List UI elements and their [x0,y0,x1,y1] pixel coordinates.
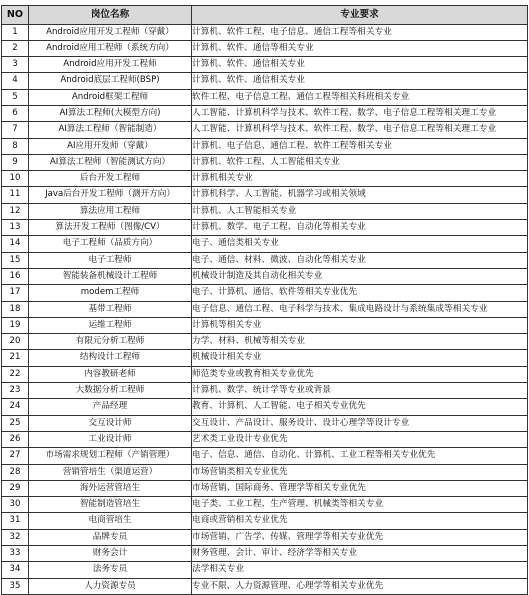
row-requirement: 法学相关专业 [192,562,528,578]
table-row [2,301,528,317]
row-position-name: 产品经理 [29,399,192,415]
row-number: 15 [2,252,29,268]
row-number: 31 [2,513,29,529]
row-position-name: Android应用开发工程师 [29,57,192,73]
row-position-name: AI算法工程师（智能测试方向） [29,154,192,170]
row-position-name: AI应用开发师（穿戴） [29,138,192,154]
header-requirement: 专业要求 [192,6,528,25]
table-row [2,464,528,480]
row-number: 1 [2,24,29,40]
row-number: 2 [2,40,29,56]
row-position-name: 运维工程师 [29,317,192,333]
row-number: 26 [2,431,29,447]
table-row [2,154,528,170]
row-number: 30 [2,497,29,513]
table-row [2,399,528,415]
table-row [2,252,528,268]
table-row [2,415,528,431]
row-requirement: 机械设计制造及其自动化相关专业 [192,268,528,284]
row-position-name: modem工程师 [29,285,192,301]
row-requirement: 电子信息、通信工程、电子科学与技术、集成电路设计与系统集成等相关专业 [192,301,528,317]
table-row [2,105,528,121]
row-number: 27 [2,448,29,464]
row-number: 19 [2,317,29,333]
row-position-name: 电子工程师 [29,252,192,268]
table-row [2,203,528,219]
table-row [2,236,528,252]
table-row [2,138,528,154]
row-requirement: 市场营销、广告学、传媒、管理学等相关专业优先 [192,529,528,545]
row-number: 34 [2,562,29,578]
row-requirement: 计算机、电子信息、通信工程、软件工程等相关专业 [192,138,528,154]
row-position-name: Android应用开发工程师（穿戴） [29,24,192,40]
job-requirements-table [1,5,528,595]
table-row [2,317,528,333]
row-requirement: 电子、通信、材料、微波、自动化等相关专业 [192,252,528,268]
row-requirement: 人工智能、计算机科学与技术、软件工程、数学、电子信息工程等相关理工专业 [192,122,528,138]
row-position-name: 工业设计师 [29,431,192,447]
row-number: 28 [2,464,29,480]
row-number: 3 [2,57,29,73]
row-requirement: 计算机科学、人工智能、机器学习或相关领域 [192,187,528,203]
table-row [2,40,528,56]
row-requirement: 电商或营销相关专业优先 [192,513,528,529]
table-row [2,73,528,89]
row-number: 9 [2,154,29,170]
row-position-name: Java后台开发工程师（测开方向） [29,187,192,203]
row-requirement: 计算机、人工智能相关专业 [192,203,528,219]
row-number: 33 [2,546,29,562]
row-position-name: 算法应用工程师 [29,203,192,219]
table-row [2,122,528,138]
row-number: 16 [2,268,29,284]
row-position-name: 智能制造管培生 [29,497,192,513]
row-number: 25 [2,415,29,431]
row-number: 4 [2,73,29,89]
table-row [2,220,528,236]
row-position-name: 财务会计 [29,546,192,562]
row-position-name: 市场需求规划工程师（产销管理） [29,448,192,464]
row-number: 8 [2,138,29,154]
row-requirement: 教育、计算机、人工智能、电子相关专业优先 [192,399,528,415]
table-row [2,448,528,464]
row-requirement: 计算机、软件、通信相关专业 [192,73,528,89]
table-row [2,268,528,284]
table-row [2,529,528,545]
row-number: 14 [2,236,29,252]
table-row [2,285,528,301]
table-row [2,171,528,187]
row-position-name: 有限元分析工程师 [29,334,192,350]
row-position-name: 大数据分析工程师 [29,383,192,399]
row-number: 35 [2,578,29,594]
table-header-row [2,6,528,25]
table-row [2,187,528,203]
row-position-name: 基带工程师 [29,301,192,317]
row-position-name: Android应用工程师（系统方向） [29,40,192,56]
row-position-name: 海外运营管培生 [29,480,192,496]
table-row [2,546,528,562]
row-requirement: 力学、材料、机械等相关专业 [192,334,528,350]
row-number: 13 [2,220,29,236]
row-position-name: Android框架工程师 [29,89,192,105]
row-number: 24 [2,399,29,415]
header-position-name: 岗位名称 [29,6,192,25]
row-position-name: 品牌专员 [29,529,192,545]
row-number: 21 [2,350,29,366]
row-requirement: 计算机、软件工程、人工智能相关专业 [192,154,528,170]
row-number: 20 [2,334,29,350]
row-requirement: 计算机、软件、通信相关专业 [192,57,528,73]
row-position-name: 法务专员 [29,562,192,578]
table-row [2,513,528,529]
table-row [2,366,528,382]
row-requirement: 计算机、软件工程、电子信息、通信工程等相关专业 [192,24,528,40]
row-requirement: 软件工程、电子信息工程、通信工程等相关科班相关专业 [192,89,528,105]
table-row [2,334,528,350]
row-position-name: 交互设计师 [29,415,192,431]
table-row [2,497,528,513]
row-requirement: 计算机、数学、统计学等专业或背景 [192,383,528,399]
table-row [2,89,528,105]
row-position-name: 营销管培生（渠道运营） [29,464,192,480]
table-row [2,350,528,366]
row-requirement: 艺术类工业设计专业优先 [192,431,528,447]
row-requirement: 交互设计、产品设计、服务设计、设计心理学等设计专业 [192,415,528,431]
row-requirement: 计算机等相关专业 [192,317,528,333]
row-requirement: 财务管理、会计、审计、经济学等相关专业 [192,546,528,562]
row-requirement: 计算机、软件、通信等相关专业 [192,40,528,56]
row-requirement: 市场营销、国际商务、管理学等相关专业优先 [192,480,528,496]
row-number: 11 [2,187,29,203]
row-number: 18 [2,301,29,317]
table-row [2,383,528,399]
table-row [2,431,528,447]
row-requirement: 电子、计算机、通信、软件等相关专业优先 [192,285,528,301]
row-position-name: Android底层工程师(BSP) [29,73,192,89]
row-requirement: 机械设计相关专业 [192,350,528,366]
row-position-name: 智能装备机械设计工程师 [29,268,192,284]
header-no: NO [2,6,29,25]
table-row [2,24,528,40]
row-number: 29 [2,480,29,496]
row-number: 12 [2,203,29,219]
table-row [2,562,528,578]
row-requirement: 专业不限，人力资源管理、心理学等相关专业优先 [192,578,528,594]
row-number: 32 [2,529,29,545]
row-requirement: 电子、信息、通信、自动化、计算机、工业工程等相关专业优先 [192,448,528,464]
table-row [2,480,528,496]
row-requirement: 电子类、工业工程、生产管理、机械类等相关专业 [192,497,528,513]
row-number: 17 [2,285,29,301]
row-number: 10 [2,171,29,187]
row-position-name: 内容教研老师 [29,366,192,382]
row-position-name: 电子工程师（品质方向） [29,236,192,252]
row-position-name: 后台开发工程师 [29,171,192,187]
row-requirement: 计算机、数学、电子工程、自动化等相关专业 [192,220,528,236]
table-row [2,57,528,73]
row-position-name: 算法开发工程师（图像/CV） [29,220,192,236]
row-number: 22 [2,366,29,382]
row-position-name: 电商管培生 [29,513,192,529]
row-number: 23 [2,383,29,399]
row-number: 5 [2,89,29,105]
row-requirement: 计算机相关专业 [192,171,528,187]
row-position-name: AI算法工程师（智能制造） [29,122,192,138]
row-position-name: 人力资源专员 [29,578,192,594]
row-position-name: AI算法工程师(大模型方向) [29,105,192,121]
row-requirement: 师范类专业或教育相关专业优先 [192,366,528,382]
table-body [2,24,528,594]
row-number: 6 [2,105,29,121]
row-requirement: 人工智能、计算机科学与技术、软件工程、数学、电子信息工程等相关理工专业 [192,105,528,121]
row-requirement: 电子、通信类相关专业 [192,236,528,252]
row-position-name: 结构设计工程师 [29,350,192,366]
row-requirement: 市场营销类相关专业优先 [192,464,528,480]
row-number: 7 [2,122,29,138]
